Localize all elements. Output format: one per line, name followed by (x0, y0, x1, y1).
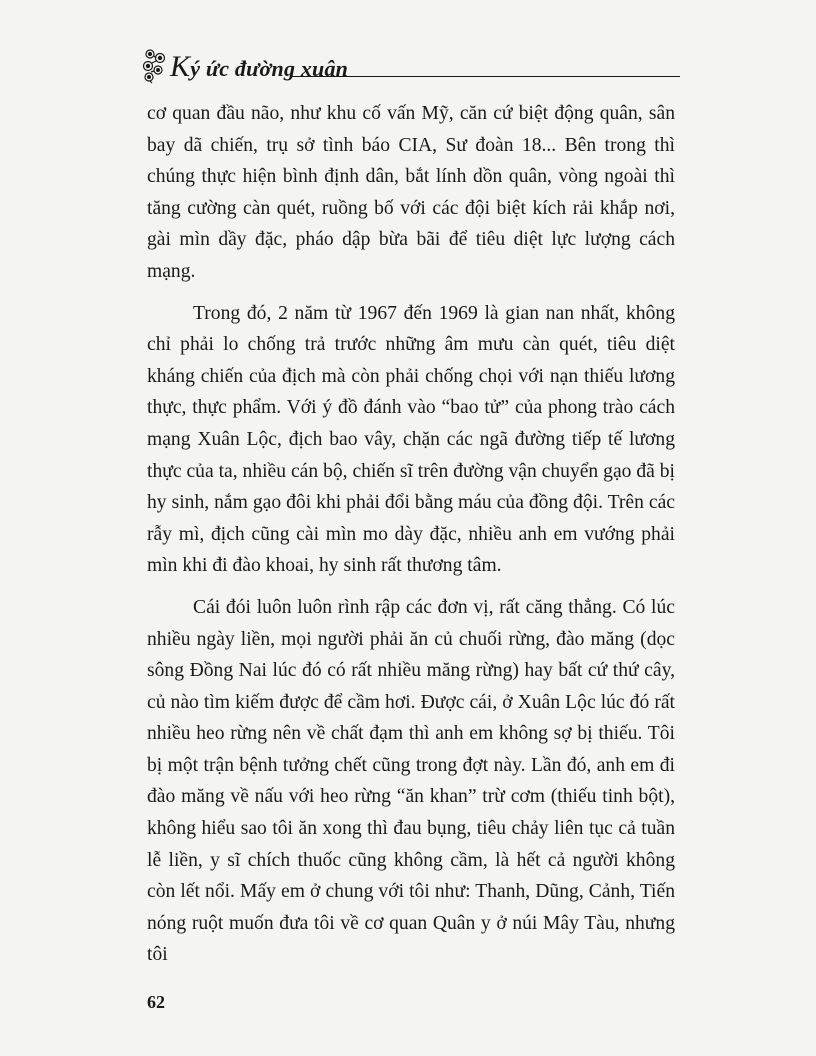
flower-ornament-icon (140, 46, 172, 84)
header-rule (290, 76, 680, 77)
paragraph: Cái đói luôn luôn rình rập các đơn vị, rất căng thẳng. Có lúc nhiều ngày liền, mọi người phải ăn củ chuối rừng, đào măng (dọc sông Đồng Nai lúc đó có rất nhiều măng rừng) hay bất cứ thứ cây, củ nào tìm kiếm được để cầm hơi. Được cái, ở Xuân Lộc lúc đó rất nhiều heo rừng nên về chất đạm thì anh em không sợ bị thiếu. Tôi bị một trận bệnh tưởng chết cũng trong đợt này. Lần đó, anh em đi đào măng về nấu với heo rừng “ăn khan” trừ cơm (thiếu tinh bột), không hiểu sao tôi ăn xong thì đau bụng, tiêu chảy liên tục cả tuần lễ liền, y sĩ chích thuốc cũng không cầm, là hết cả người không còn lết nổi. Mấy em ở chung với tôi như: Thanh, Dũng, Cảnh, Tiến nóng ruột muốn đưa tôi về cơ quan Quân y ở núi Mây Tàu, nhưng tôi (147, 596, 675, 966)
running-header-title: Ký ức đường xuân (170, 50, 349, 83)
paragraph: cơ quan đầu não, như khu cố vấn Mỹ, căn cứ biệt động quân, sân bay dã chiến, trụ sở tình báo CIA, Sư đoàn 18... Bên trong thì chúng thực hiện bình định dân, bắt lính dồn quân, vòng ngoài thì tăng cường càn quét, ruồng bố với các đội biệt kích rải khắp nơi, gài mìn dầy đặc, pháo dập bừa bãi để tiêu diệt lực lượng cách mạng. (147, 103, 675, 282)
paragraph: Trong đó, 2 năm từ 1967 đến 1969 là gian nan nhất, không chỉ phải lo chống trả trước những âm mưu càn quét, tiêu diệt kháng chiến của địch mà còn phải chống chọi với nạn thiếu lương thực, thực phẩm. Với ý đồ đánh vào “bao tử” của phong trào cách mạng Xuân Lộc, địch bao vây, chặn các ngã đường tiếp tế lương thực của ta, nhiều cán bộ, chiến sĩ trên đường vận chuyển gạo đã bị hy sinh, nắm gạo đôi khi phải đổi bằng máu của đồng đội. Trên các rẫy mì, địch cũng cài mìn mo dày đặc, nhiều anh em vướng phải mìn khi đi đào khoai, hy sinh rất thương tâm. (147, 302, 675, 577)
body-text (147, 98, 675, 971)
page-number: 62 (147, 992, 165, 1012)
page-header (140, 44, 680, 86)
